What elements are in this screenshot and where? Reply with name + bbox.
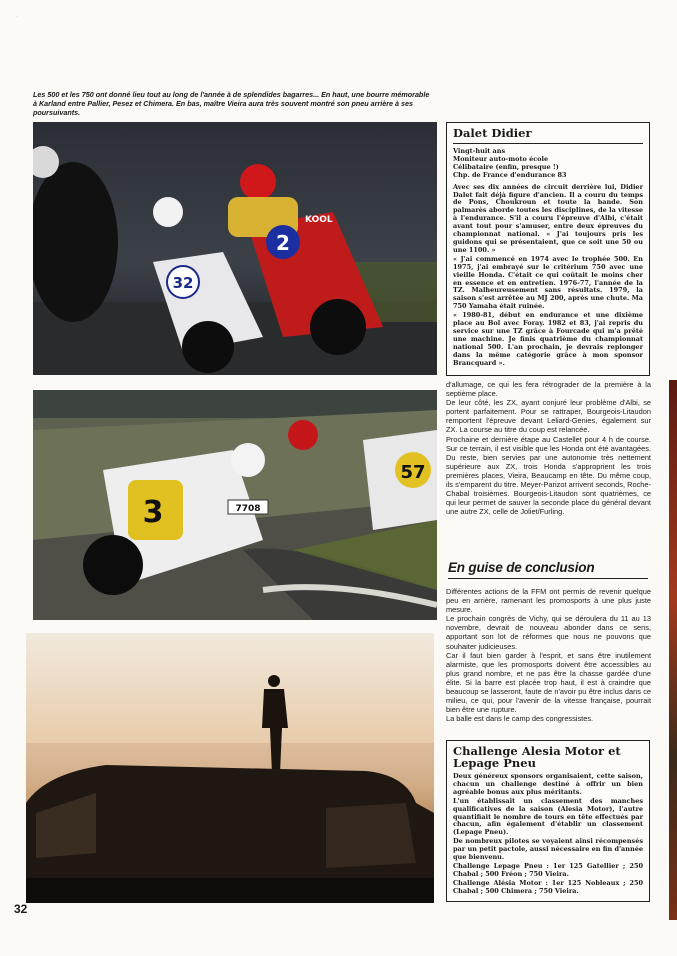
fact-list (453, 148, 643, 180)
challenge-paragraph: Deux généreux sponsors organisaient, cette saison, chacun un challenge destiné à offrir un bien agréable bonus aux plus méritants. (453, 772, 643, 796)
conclusion-paragraph: La balle est dans le camp des congressistes. (446, 714, 594, 724)
sponsor-label: KOOL (305, 215, 333, 225)
section-heading: En guise de conclusion (448, 560, 648, 579)
body-paragraph: Prochaine et dernière étape au Castellet pour 4 h de course. Sur ce terrain, il est visible que les Honda ont été avantagées. Du reste, bien servies par une autonomie très nettement supérieure aux ZX, trois Honda s'approprient les trois premières places, Vieira, Beaucamp en tête. Du même coup, ils s'emparent du titre. Meyer-Parizot arrivent seconds, Roche-Chabal troisièmes. Bourgeois-Litaudon sont quatrièmes, ce qui leur permet de sauver la seconde place du général devant une autre ZX, celle de Joliet/Furling. (446, 434, 651, 517)
photo-vieira-leading (33, 390, 437, 620)
photo-race-pack (33, 122, 437, 375)
conclusion-paragraph: Car il faut bien garder à l'esprit, et sans être inutilement alarmiste, que les promosports doivent être accessibles au plus grand nombre, et ne pas être la chasse gardée d'une élite. Si la barre est placée trop haut, il est à craindre que beaucoup se lasseront, faute de n'avoir pu être inclus dans ce milieu, ce qui, pour l'avenir de la vitesse française, pourrait bien être une rupture. (446, 650, 651, 715)
article-body (446, 380, 651, 516)
sidebar-paragraph: « J'ai commencé en 1974 avec le trophée 500. En 1975, j'ai embrayé sur le critérium 750 avec une vieille Honda. C'était ce qui coûtait le moins cher en essence et en entretien. 1976-77, l'année de la TZ. Malheureusement sans résultats. 1979, la saison s'est arrêtée au MJ 200, après une chute. Ma 750 Yamaha était ruinée. (453, 254, 643, 311)
fact-item: Vingt-huit ans (453, 147, 506, 155)
body-paragraph: De leur côté, les ZX, ayant conjuré leur problème d'Albi, se portent parfaitement. Pour se rattraper, Bourgeois-Litaudon remportent l'épreuve devant Leliard-Genies, également sur ZX. La course au titre du coup est relancée. (446, 398, 651, 435)
conclusion-body (446, 587, 651, 723)
conclusion-paragraph: Le prochain congrès de Vichy, qui se déroulera du 11 au 13 novembre, devrait de nouveau abonder dans ce sens, apportant son lot de réformes que nous ne pouvons que souhaiter judicieuses. (446, 614, 651, 651)
adjacent-page-edge (669, 380, 677, 920)
sidebar-title: Dalet Didier (453, 126, 532, 140)
challenge-result: Challenge Lepage Pneu : 1er 125 Gatellier ; 250 Chabal ; 500 Fréon ; 750 Vieira. (453, 861, 643, 878)
challenge-paragraph: De nombreux pilotes se voyaient ainsi récompensés par un petit pactole, aussi nécessaire en fin d'année que bienvenu. (453, 837, 643, 862)
plate-number: 7708 (235, 504, 261, 514)
sidebar-dalet-didier (446, 122, 650, 376)
title-rule (453, 143, 643, 144)
photo-spectator-silhouette (26, 633, 434, 903)
sidebar-challenge (446, 740, 650, 902)
fact-item: Célibataire (enfin, presque !) (453, 162, 559, 171)
body-paragraph: d'allumage, ce qui les fera rétrograder de la première à la septième place. (446, 380, 651, 399)
challenge-title: Challenge Alesia Motor et Lepage Pneu (453, 744, 621, 770)
bike-number-32: 32 (172, 274, 194, 292)
bike-number-3: 3 (142, 495, 164, 530)
bike-number-2: 2 (276, 231, 290, 255)
conclusion-paragraph: Différentes actions de la FFM ont permis de revenir quelque peu en arrière, ramenant les promosports à une plus juste mesure. (446, 587, 651, 615)
sidebar-paragraph: Avec ses dix années de circuit derrière lui, Didier Dalet fait déjà figure d'ancien. Il a couru du temps de Pons, Choukroun et toute la bande. Son palmarès aborde toutes les disciplines, de la vitesse à l'endurance. S'il a couru l'épreuve d'Albi, c'était avant tout pour s'amuser, entre deux épreuves du championnat national. « J'ai toujours pris les guidons qui se présentaient, que ce soit une 50 ou une 1100. » (453, 182, 643, 254)
fact-item: Moniteur auto-moto école (453, 154, 549, 163)
challenge-result: Challenge Alésia Motor : 1er 125 Nobleaux ; 250 Chabal ; 500 Chimera ; 750 Vieira. (453, 878, 643, 895)
fact-item: Chp. de France d'endurance 83 (453, 170, 567, 179)
corner-mark: · (16, 14, 18, 20)
bike-number-57: 57 (400, 462, 426, 483)
photo-caption: Les 500 et les 750 ont donné lieu tout au long de l'année à de splendides bagarres... En haut, une bourre mémorable à Karland entre Pallier, Pesez et Chimera. En bas, maître Vieira aura très souvent montré son pneu arrière à ses poursuivants. (33, 90, 430, 117)
page-number: 32 (14, 902, 28, 916)
sidebar-paragraph: « 1980-81, début en endurance et une dixième place au Bol avec Foray. 1982 et 83, j'ai repris du service sur une TZ grâce à Fourcade qui m'a prêté une machine. Je finis quatrième du championnat national 500. L'an prochain, je devrais replonger dans la même catégorie grâce à mon sponsor Brancquard ». (453, 311, 643, 367)
challenge-paragraph: L'un établissait un classement des manches qualificatives de la saison (Alesia Motor), l'autre quantifiait le nombre de tours en tête effectués par chacun, afin également d'établir un classement (Lepage Pneu). (453, 796, 643, 837)
